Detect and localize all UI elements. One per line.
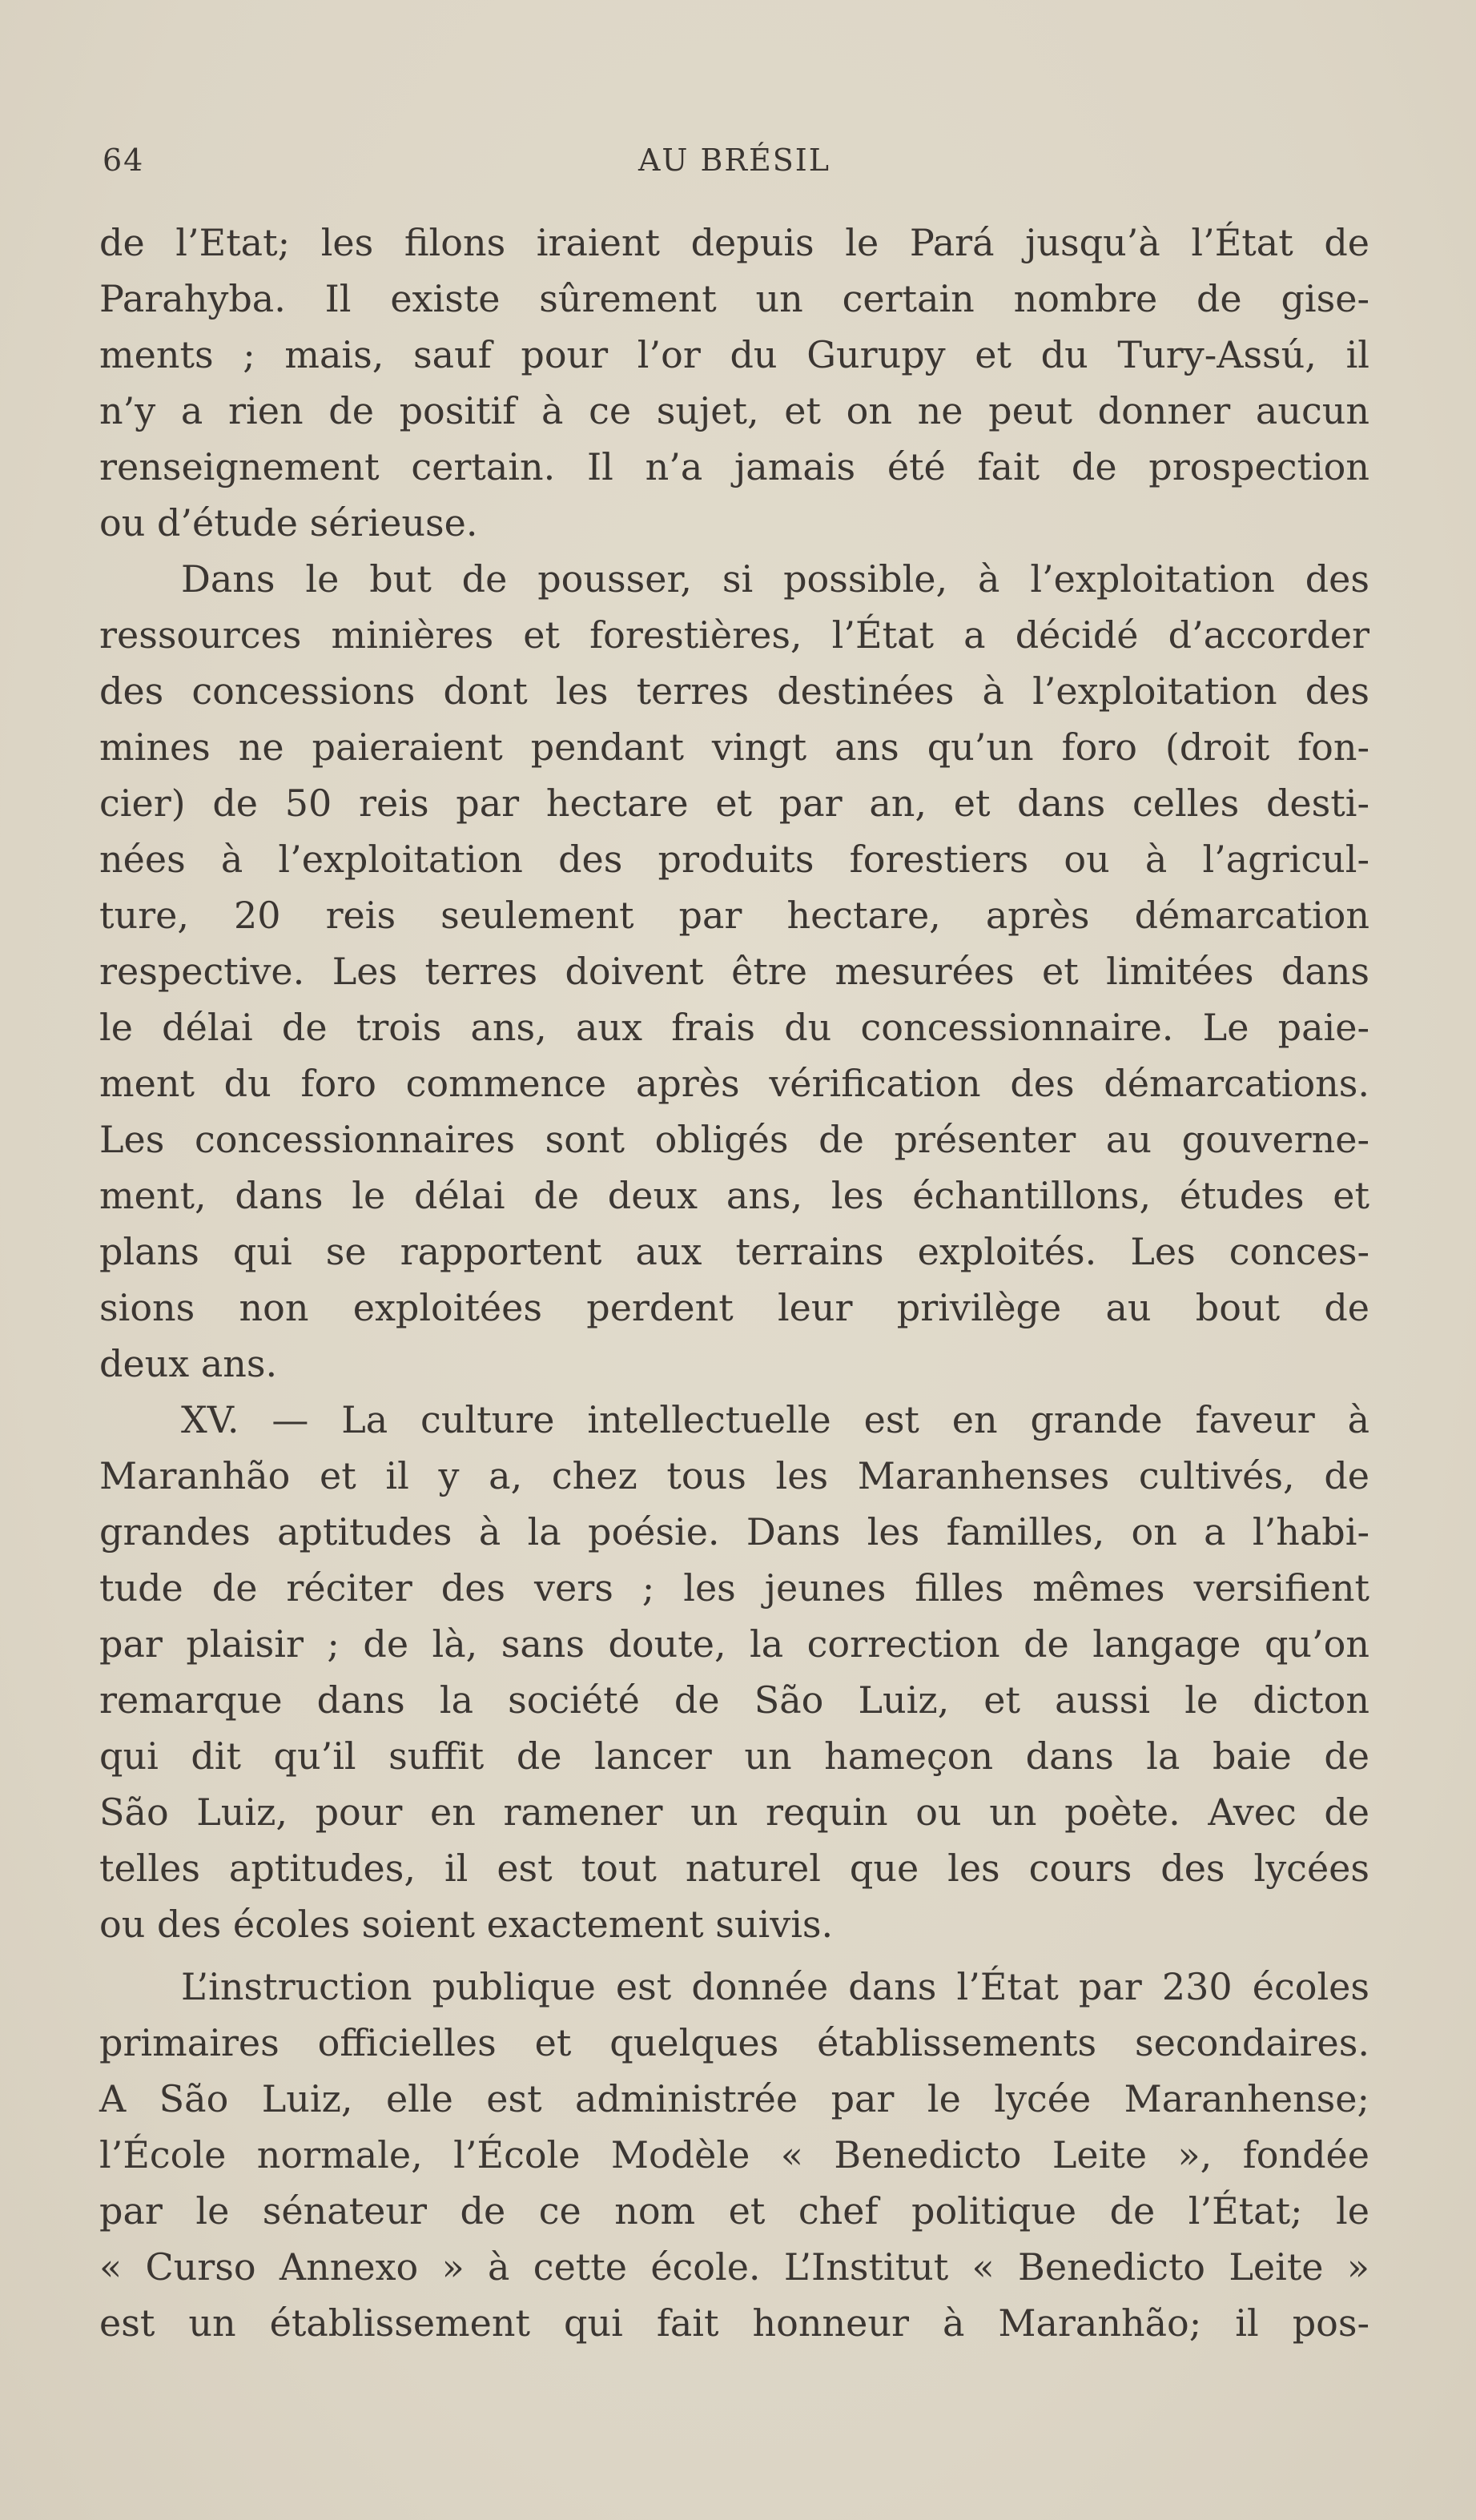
text-line: deux ans.	[99, 1342, 278, 1385]
text-line: cier) de 50 reis par hectare et par an, et dans celles desti-	[99, 782, 1369, 825]
paragraph	[99, 1392, 1369, 1952]
text-line: respective. Les terres doivent être mesurées et limitées dans	[99, 950, 1369, 993]
text-line: ressources minières et forestières, l’État a décidé d’accorder	[99, 613, 1369, 657]
text-line: L’instruction publique est donnée dans l’État par 230 écoles	[181, 1965, 1369, 2008]
paragraph	[99, 1959, 1369, 2351]
running-head	[99, 143, 1369, 187]
text-line: Les concessionnaires sont obligés de présenter au gouverne-	[99, 1118, 1369, 1161]
paragraph	[99, 215, 1369, 551]
page-number: 64	[103, 143, 145, 178]
text-line: tude de réciter des vers ; les jeunes filles mêmes versifient	[99, 1566, 1369, 1610]
text-line: primaires officielles et quelques établissements secondaires.	[99, 2021, 1369, 2064]
text-line: par le sénateur de ce nom et chef politique de l’État; le	[99, 2189, 1369, 2233]
text-line: XV. — La culture intellectuelle est en grande faveur à	[181, 1398, 1369, 1441]
text-line: qui dit qu’il suffit de lancer un hameçon dans la baie de	[99, 1734, 1369, 1778]
text-line: de l’Etat; les filons iraient depuis le Pará jusqu’à l’État de	[99, 221, 1369, 264]
text-line: des concessions dont les terres destinées à l’exploitation des	[99, 669, 1369, 713]
running-title: AU BRÉSIL	[637, 143, 831, 178]
text-line: Dans le but de pousser, si possible, à l’exploitation des	[181, 557, 1369, 601]
text-line: sions non exploitées perdent leur privilège au bout de	[99, 1286, 1369, 1329]
text-line: Maranhão et il y a, chez tous les Maranhenses cultivés, de	[99, 1454, 1369, 1497]
text-line: Parahyba. Il existe sûrement un certain nombre de gise-	[99, 277, 1369, 320]
paragraph	[99, 551, 1369, 1392]
body-text	[99, 215, 1369, 2351]
text-line: ou des écoles soient exactement suivis.	[99, 1903, 834, 1946]
text-line: telles aptitudes, il est tout naturel que les cours des lycées	[99, 1847, 1369, 1890]
text-line: l’École normale, l’École Modèle « Benedicto Leite », fondée	[99, 2133, 1369, 2176]
text-line: n’y a rien de positif à ce sujet, et on ne peut donner aucun	[99, 389, 1369, 432]
text-line: mines ne paieraient pendant vingt ans qu’un foro (droit fon-	[99, 725, 1369, 769]
text-line: remarque dans la société de São Luiz, et aussi le dicton	[99, 1678, 1369, 1722]
text-line: grandes aptitudes à la poésie. Dans les familles, on a l’habi-	[99, 1510, 1369, 1553]
text-line: par plaisir ; de là, sans doute, la correction de langage qu’on	[99, 1622, 1369, 1666]
text-line: ou d’étude sérieuse.	[99, 501, 478, 545]
text-line: est un établissement qui fait honneur à Maranhão; il pos-	[99, 2301, 1369, 2345]
text-line: ment du foro commence après vérification des démarcations.	[99, 1062, 1369, 1105]
text-line: renseignement certain. Il n’a jamais été fait de prospection	[99, 445, 1369, 488]
text-line: A São Luiz, elle est administrée par le lycée Maranhense;	[99, 2077, 1369, 2120]
text-line: ments ; mais, sauf pour l’or du Gurupy et du Tury-Assú, il	[99, 333, 1369, 376]
text-line: le délai de trois ans, aux frais du concessionnaire. Le paie-	[99, 1006, 1369, 1049]
text-line: ment, dans le délai de deux ans, les échantillons, études et	[99, 1174, 1369, 1217]
text-line: « Curso Annexo » à cette école. L’Institut « Benedicto Leite »	[99, 2245, 1369, 2289]
text-line: nées à l’exploitation des produits forestiers ou à l’agricul-	[99, 838, 1369, 881]
text-line: São Luiz, pour en ramener un requin ou un poète. Avec de	[99, 1791, 1369, 1834]
text-line: ture, 20 reis seulement par hectare, après démarcation	[99, 894, 1369, 937]
text-line: plans qui se rapportent aux terrains exploités. Les conces-	[99, 1230, 1369, 1273]
